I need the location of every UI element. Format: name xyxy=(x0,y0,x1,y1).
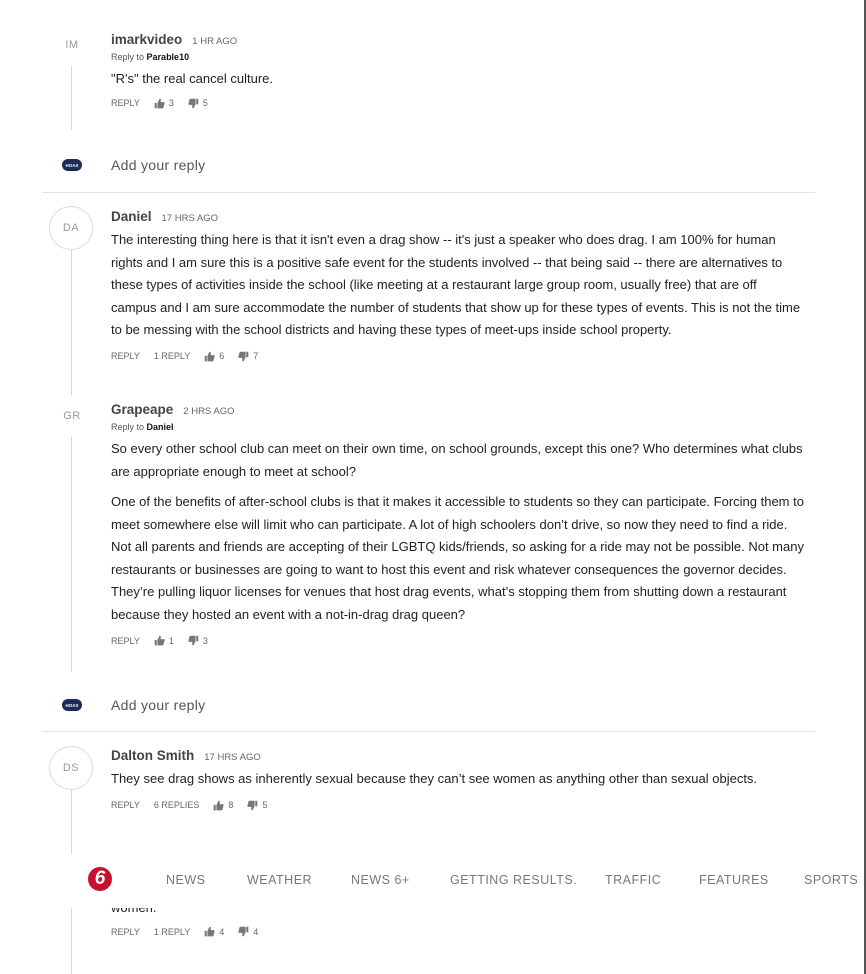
view-replies-link[interactable]: 6 REPLIES xyxy=(153,800,200,810)
comment xyxy=(111,32,805,109)
comment-author[interactable]: Daniel xyxy=(111,209,152,224)
hoax-logo: HOAX xyxy=(62,699,82,711)
comment xyxy=(111,209,805,362)
view-replies-link[interactable]: 1 REPLY xyxy=(153,351,191,361)
nav-overflow-clip xyxy=(804,854,859,908)
dislike-button[interactable] xyxy=(238,351,258,362)
comment-timestamp: 2 HRS AGO xyxy=(183,406,235,417)
add-reply-input[interactable]: Add your reply xyxy=(111,157,206,173)
reply-to-author[interactable]: Daniel xyxy=(146,422,174,432)
dislike-count: 3 xyxy=(202,635,208,646)
comment xyxy=(111,402,805,646)
like-count: 8 xyxy=(228,800,234,810)
like-button[interactable] xyxy=(154,98,174,109)
comment-body xyxy=(111,229,805,342)
reply-button[interactable]: REPLY xyxy=(111,98,140,108)
dislike-count: 5 xyxy=(202,98,208,108)
reply-to-label xyxy=(111,52,805,62)
nav-item-getting-results[interactable]: GETTING RESULTS. xyxy=(450,873,578,887)
dislike-button[interactable] xyxy=(188,635,208,646)
comment-actions xyxy=(111,351,805,362)
comment-body xyxy=(111,768,805,791)
comment-paragraph: "R's" the real cancel culture. xyxy=(111,71,274,86)
divider xyxy=(42,731,815,732)
nav-item-traffic[interactable]: TRAFFIC xyxy=(605,873,662,887)
nav-item-news-6-plus[interactable]: NEWS 6+ xyxy=(351,873,410,887)
avatar-initials: DS xyxy=(62,762,80,774)
nav-item-weather[interactable]: WEATHER xyxy=(247,873,313,887)
station-logo[interactable]: 6 xyxy=(88,867,112,891)
comment-author[interactable]: Grapeape xyxy=(111,402,174,417)
avatar-initials: IM xyxy=(65,39,79,51)
reply-button[interactable]: REPLY xyxy=(111,351,140,361)
reply-to-label xyxy=(111,422,805,432)
thumbs-up-icon xyxy=(213,800,224,811)
nav-item-sports[interactable]: SPORTS xyxy=(804,873,859,887)
thread-line xyxy=(71,250,72,382)
dislike-button[interactable] xyxy=(188,98,208,109)
comment-author[interactable]: Dalton Smith xyxy=(111,748,195,763)
comment-paragraph: One of the benefits of after-school clubs is that it makes it accessible to students so they can participate. Forcing them to meet somewhere else will limit who can participate. A lot of high schoolers don’t drive, so now they need to find a ride. Not all parents and friends are accepting of their LGBTQ kids/friends, so asking for a ride may not be possible. Not many restaurants or businesses are going to want to host this event and risk whatever consequences the governor decides. They’re pulling liquor licenses for venues that host drag events, what’s stopping them from shutting down a restaurant because they hosted an event with a not-in-drag drag queen? xyxy=(111,494,804,622)
avatar-initials: GR xyxy=(63,410,81,422)
nav-item-features[interactable]: FEATURES xyxy=(699,873,769,887)
reply-to-author[interactable]: Parable10 xyxy=(146,52,190,62)
comment-author[interactable]: imarkvideo xyxy=(111,32,183,47)
comment xyxy=(111,748,805,811)
comment-timestamp: 1 HR AGO xyxy=(192,36,238,47)
view-replies-link[interactable]: 1 REPLY xyxy=(153,926,191,937)
avatar xyxy=(49,746,93,790)
dislike-button[interactable] xyxy=(238,926,258,937)
thumbs-down-icon xyxy=(188,635,199,646)
like-count: 6 xyxy=(219,351,225,361)
comment xyxy=(111,926,805,937)
like-count: 1 xyxy=(168,635,174,646)
avatar xyxy=(49,206,93,250)
comment-timestamp: 17 HRS AGO xyxy=(161,213,219,224)
comment-actions xyxy=(111,98,805,109)
reply-button[interactable]: REPLY xyxy=(111,800,140,810)
comment-body xyxy=(111,68,805,91)
like-button[interactable] xyxy=(204,351,224,362)
thumbs-down-icon xyxy=(188,98,199,109)
reply-button[interactable]: REPLY xyxy=(111,926,140,937)
like-count: 4 xyxy=(219,926,225,937)
add-reply-input[interactable]: Add your reply xyxy=(111,697,206,713)
like-button[interactable] xyxy=(154,635,174,646)
comment-actions xyxy=(111,926,805,937)
divider xyxy=(42,192,815,193)
thumbs-down-icon xyxy=(238,351,249,362)
avatar-initials: DA xyxy=(62,222,80,234)
comment-paragraph: So every other school club can meet on their own time, on school grounds, except this one? Who determines what clubs are appropriate enough to meet at school? xyxy=(111,441,803,479)
thumbs-up-icon xyxy=(204,351,215,362)
thumbs-up-icon xyxy=(154,635,165,646)
add-reply-box[interactable] xyxy=(62,697,205,713)
thumbs-up-icon xyxy=(204,926,215,937)
nav-item-news[interactable]: NEWS xyxy=(166,873,206,887)
site-nav-bar xyxy=(0,854,864,908)
like-button[interactable] xyxy=(213,800,233,811)
thumbs-down-icon xyxy=(238,926,249,937)
comment-body xyxy=(111,438,805,626)
thumbs-up-icon xyxy=(154,98,165,109)
reply-to-prefix: Reply to xyxy=(111,422,145,432)
dislike-count: 4 xyxy=(253,926,259,937)
thread-line xyxy=(71,62,72,130)
comment-actions xyxy=(111,635,805,646)
add-reply-box[interactable] xyxy=(62,157,205,173)
comment-paragraph: The interesting thing here is that it isn't even a drag show -- it's just a speaker who does drag. I am 100% for human rights and I am sure this is a positive safe event for the students involved -- that being said -- there are alternatives to these types of activities inside the school (like meeting at a restaurant large group room, usually free) that are off campus and I am sure accommodate the number of students that show up for these types of events. This is not the time to be messing with the school districts and having these types of meet-ups inside school property. xyxy=(111,232,801,337)
reply-to-prefix: Reply to xyxy=(111,52,145,62)
reply-button[interactable]: REPLY xyxy=(111,635,140,646)
comment-paragraph: They see drag shows as inherently sexual because they can’t see women as anything other than sexual objects. xyxy=(111,771,758,786)
avatar xyxy=(51,395,93,437)
thumbs-down-icon xyxy=(247,800,258,811)
avatar xyxy=(51,24,93,66)
comment-actions xyxy=(111,800,805,811)
comment-timestamp: 17 HRS AGO xyxy=(204,752,261,763)
dislike-count: 5 xyxy=(262,800,268,810)
hoax-logo: HOAX xyxy=(62,159,82,171)
dislike-button[interactable] xyxy=(247,800,267,811)
like-count: 3 xyxy=(168,98,174,108)
dislike-count: 7 xyxy=(253,351,259,361)
like-button[interactable] xyxy=(204,926,224,937)
